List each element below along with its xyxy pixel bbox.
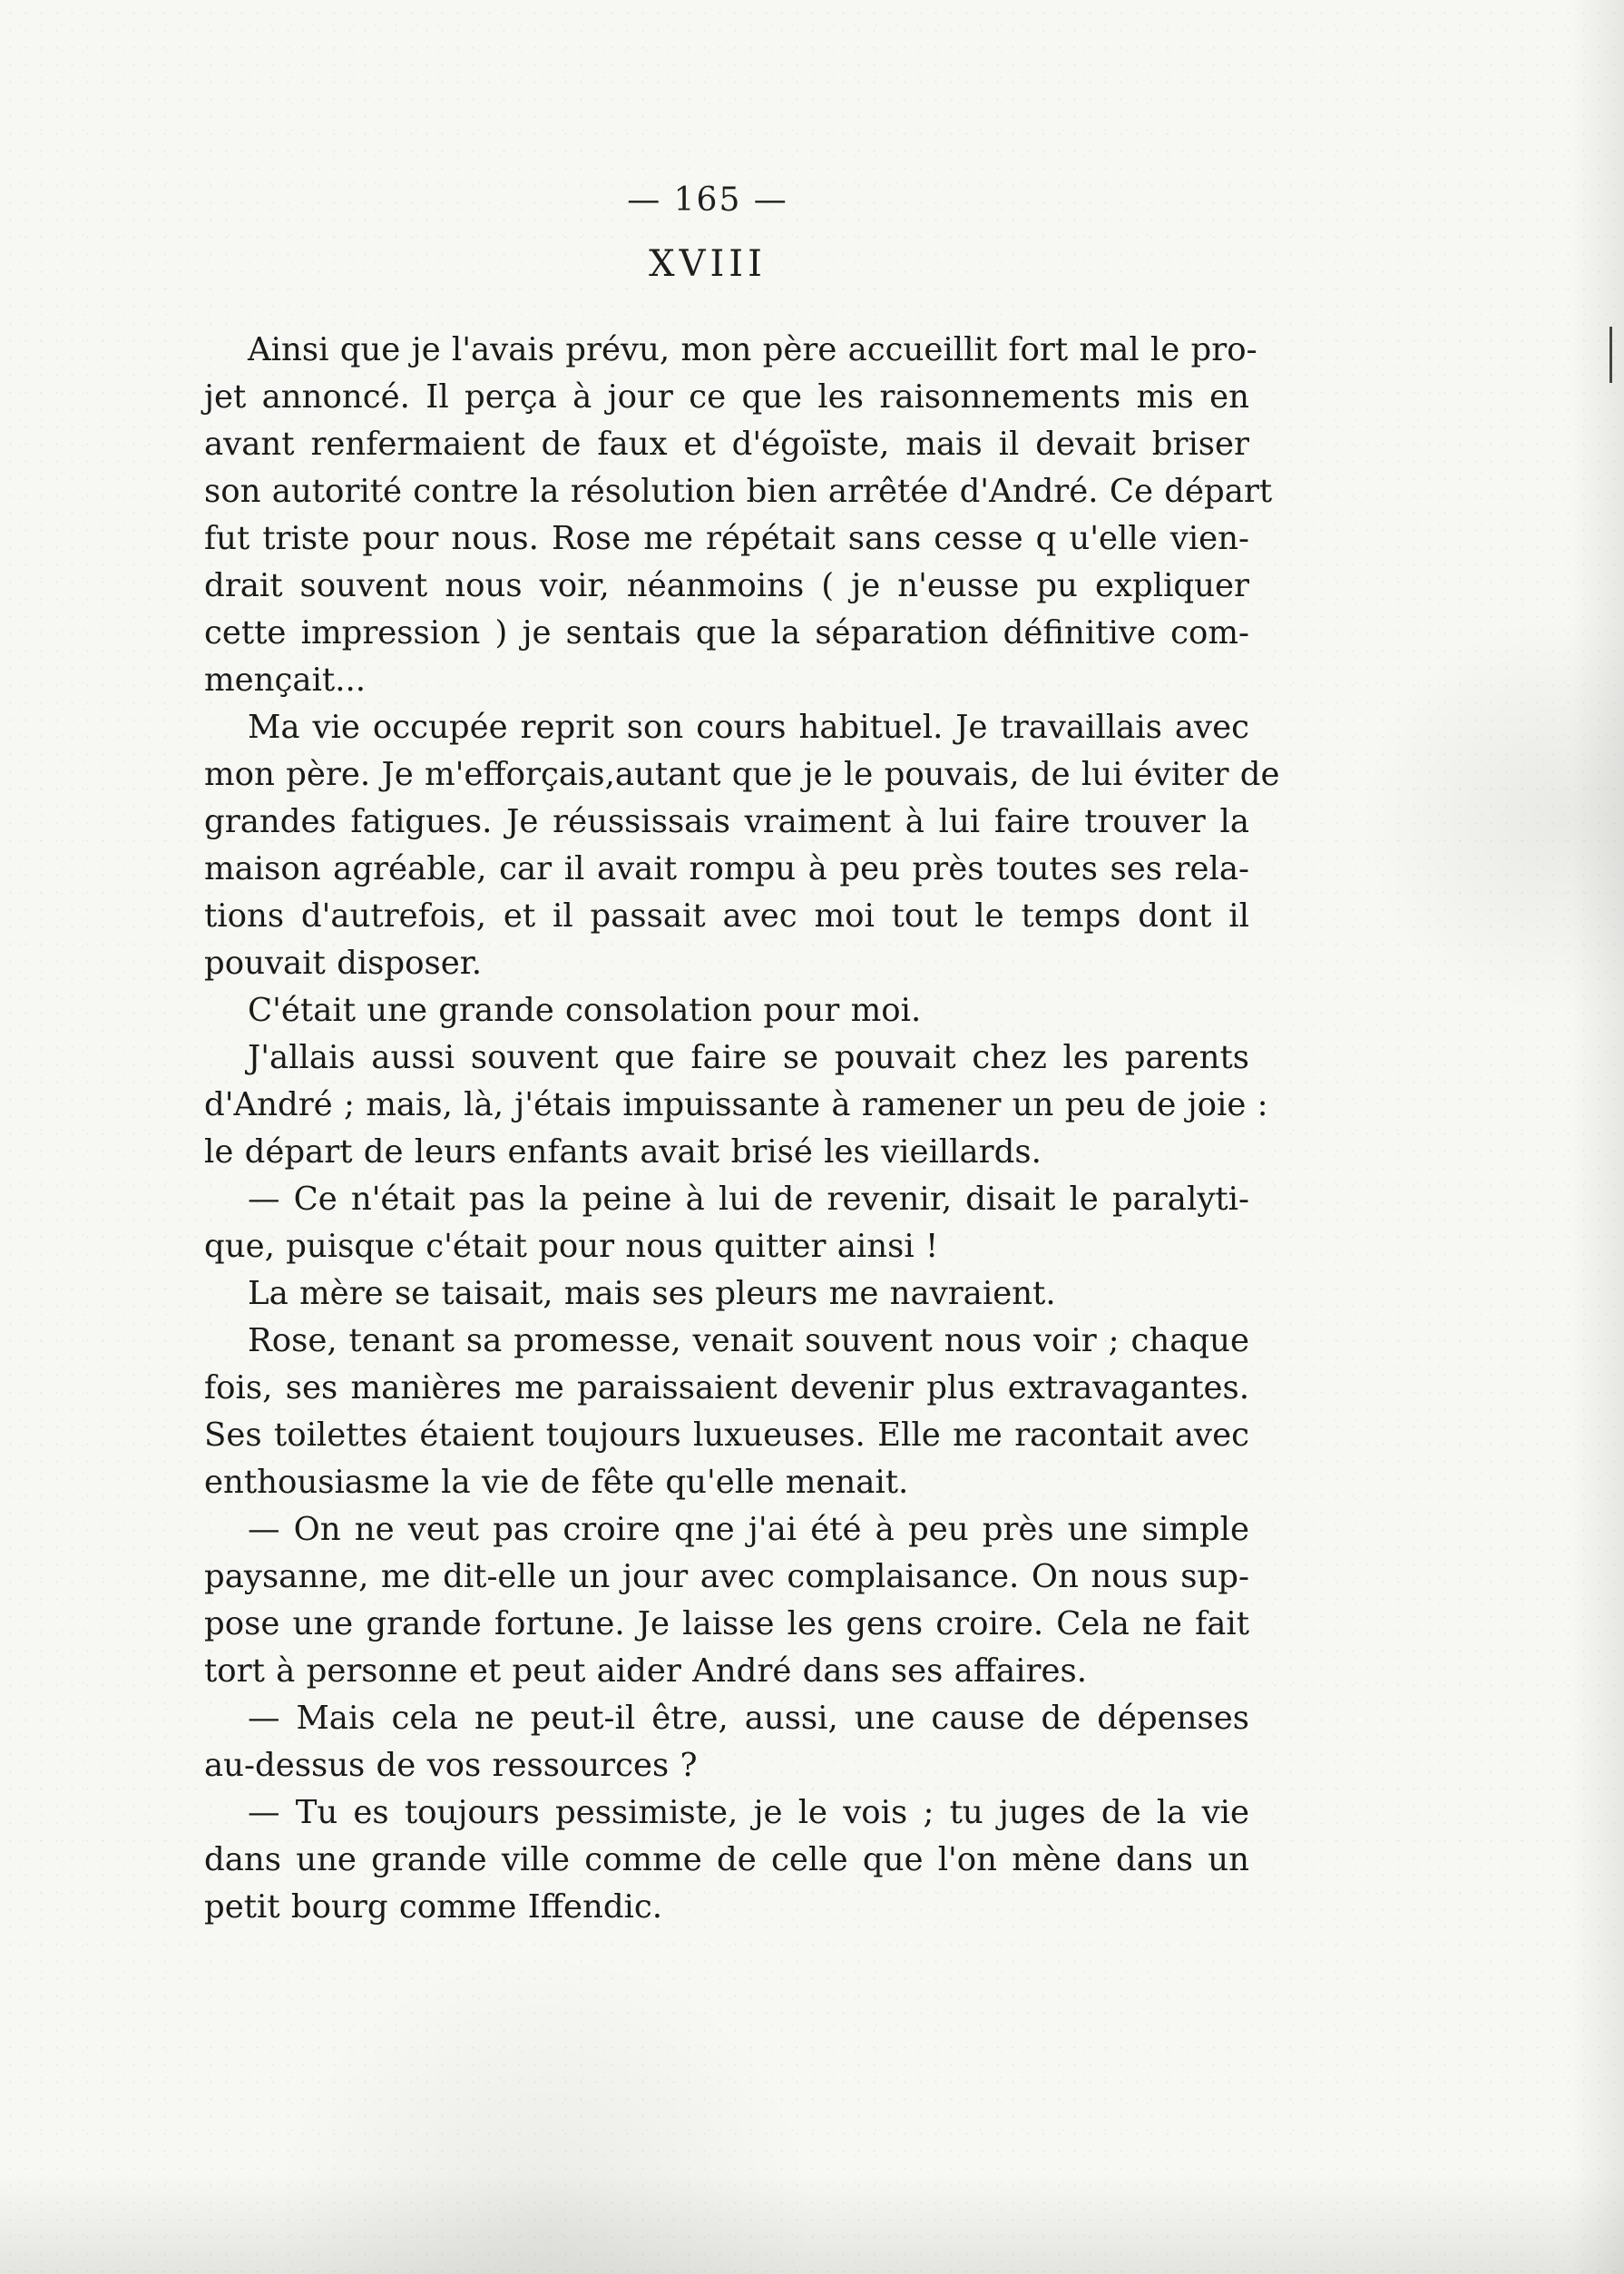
text-line: C'était une grande consolation pour moi.: [248, 992, 922, 1029]
text-line: avant renfermaient de faux et d'égoïste, mais il devait briser: [204, 426, 1249, 463]
text-line: fut triste pour nous. Rose me répétait sans cesse q u'elle vien-: [204, 520, 1249, 557]
text-line: Ses toilettes étaient toujours luxueuses. Elle me racontait avec: [204, 1416, 1249, 1454]
text-line: — On ne veut pas croire qne j'ai été à peu près une simple: [248, 1511, 1249, 1548]
text-line: son autorité contre la résolution bien arrêtée d'André. Ce départ: [204, 473, 1273, 510]
text-line: petit bourg comme Iffendic.: [204, 1888, 663, 1926]
text-line: La mère se taisait, mais ses pleurs me navraient.: [248, 1275, 1056, 1312]
text-line: drait souvent nous voir, néanmoins ( je n'eusse pu expliquer: [204, 567, 1249, 604]
text-line: enthousiasme la vie de fête qu'elle menait.: [204, 1464, 909, 1501]
text-line: pose une grande fortune. Je laisse les gens croire. Cela ne fait: [204, 1605, 1249, 1642]
body-text: [204, 327, 1280, 1931]
text-line: tions d'autrefois, et il passait avec moi tout le temps dont il: [204, 897, 1249, 935]
text-line: au-dessus de vos ressources ?: [204, 1747, 698, 1784]
text-line: — Mais cela ne peut-il être, aussi, une cause de dépenses: [248, 1700, 1249, 1737]
page-bottom-shadow: [0, 2174, 1624, 2274]
text-line: tort à personne et peut aider André dans ses affaires.: [204, 1652, 1087, 1690]
text-line: mon père. Je m'efforçais,autant que je le pouvais, de lui éviter de: [204, 756, 1280, 793]
text-line: pouvait disposer.: [204, 945, 483, 982]
text-line: J'allais aussi souvent que faire se pouvait chez les parents: [248, 1039, 1249, 1076]
text-line: fois, ses manières me paraissaient devenir plus extravagantes.: [204, 1369, 1249, 1407]
text-line: maison agréable, car il avait rompu à peu près toutes ses rela-: [204, 850, 1249, 887]
text-line: Ma vie occupée reprit son cours habituel. Je travaillais avec: [248, 709, 1249, 746]
text-line: paysanne, me dit-elle un jour avec complaisance. On nous sup-: [204, 1558, 1249, 1595]
margin-mark: [1609, 327, 1612, 383]
text-line: mençait...: [204, 662, 367, 699]
text-line: grandes fatigues. Je réussissais vraiment à lui faire trouver la: [204, 803, 1249, 840]
text-line: Rose, tenant sa promesse, venait souvent nous voir ; chaque: [248, 1322, 1249, 1359]
text-line: d'André ; mais, là, j'étais impuissante à ramener un peu de joie :: [204, 1086, 1268, 1123]
text-line: jet annoncé. Il perça à jour ce que les raisonnements mis en: [204, 378, 1249, 416]
page-edge-shadow: [1570, 0, 1624, 2274]
text-line: cette impression ) je sentais que la séparation définitive com-: [204, 614, 1249, 652]
page-number: — 165 —: [627, 181, 788, 219]
text-line: — Ce n'était pas la peine à lui de revenir, disait le paralyti-: [248, 1181, 1249, 1218]
chapter-heading: XVIII: [649, 243, 767, 285]
text-line: le départ de leurs enfants avait brisé les vieillards.: [204, 1133, 1042, 1171]
text-line: que, puisque c'était pour nous quitter ainsi !: [204, 1228, 939, 1265]
text-line: Ainsi que je l'avais prévu, mon père accueillit fort mal le pro-: [248, 331, 1257, 368]
text-line: dans une grande ville comme de celle que l'on mène dans un: [204, 1841, 1249, 1878]
text-line: — Tu es toujours pessimiste, je le vois ; tu juges de la vie: [248, 1794, 1249, 1831]
